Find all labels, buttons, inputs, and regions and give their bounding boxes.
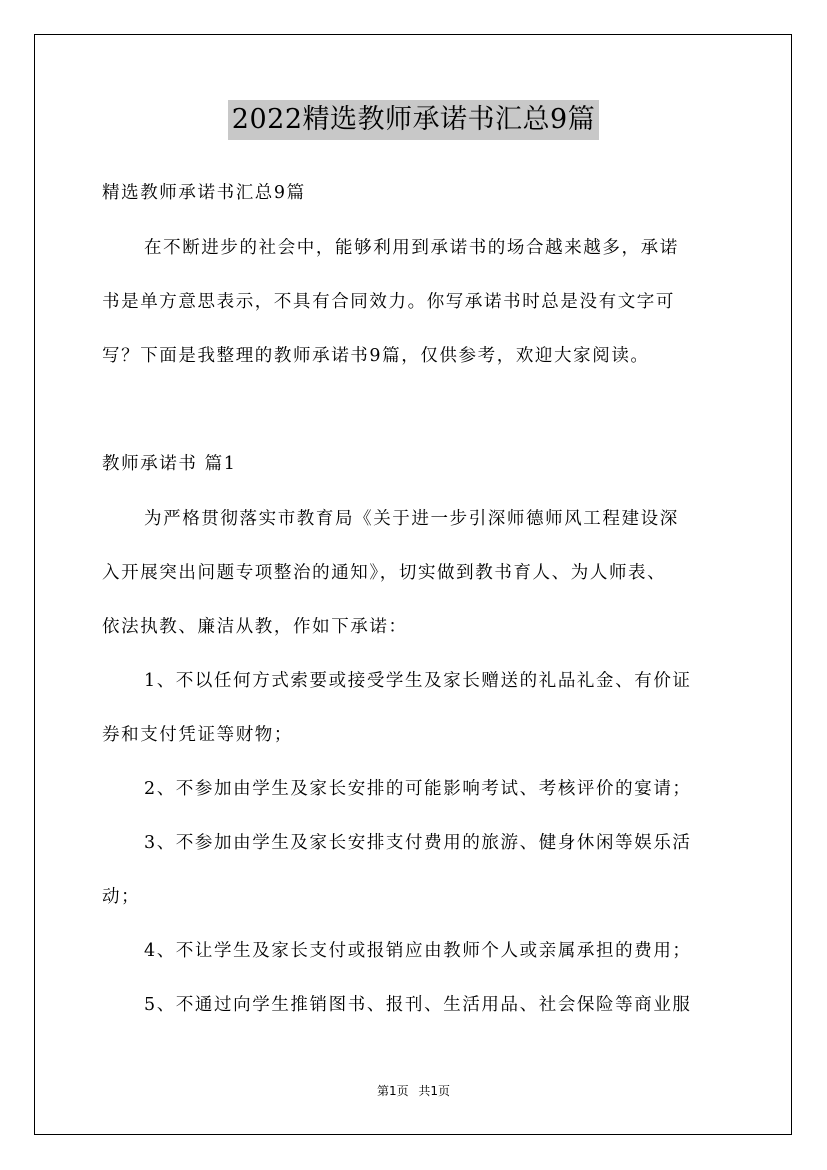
body-line: 入开展突出问题专项整治的通知》，切实做到教书育人、为人师表、 (102, 563, 667, 583)
intro-line: 写？下面是我整理的教师承诺书9篇，仅供参考，欢迎大家阅读。 (102, 346, 650, 366)
page-total: 共1页 (418, 1084, 451, 1098)
page-footer (0, 1081, 827, 1101)
intro-line: 书是单方意思表示，不具有合同效力。你写承诺书时总是没有文字可 (102, 292, 675, 312)
body-line: 2、不参加由学生及家长安排的可能影响考试、考核评价的宴请； (144, 779, 692, 799)
body-line: 5、不通过向学生推销图书、报刊、生活用品、社会保险等商业服 (144, 995, 692, 1015)
subtitle-block (102, 166, 734, 220)
body-line: 为严格贯彻落实市教育局《关于进一步引深师德师风工程建设深 (144, 509, 679, 529)
document-title: 2022精选教师承诺书汇总9篇 (228, 100, 599, 140)
body-line: 动； (102, 887, 141, 907)
section-heading: 教师承诺书 篇1 (102, 454, 237, 474)
section-heading-block (102, 437, 734, 491)
page-number: 第1页 (376, 1084, 409, 1098)
document-subtitle: 精选教师承诺书汇总9篇 (102, 183, 306, 203)
body-line: 4、不让学生及家长支付或报销应由教师个人或亲属承担的费用； (144, 941, 692, 961)
body-text (102, 492, 734, 1032)
intro-line: 在不断进步的社会中，能够利用到承诺书的场合越来越多，承诺 (144, 238, 679, 258)
body-line: 3、不参加由学生及家长安排支付费用的旅游、健身休闲等娱乐活 (144, 833, 692, 853)
intro-paragraph (102, 221, 734, 383)
title-container (0, 100, 827, 140)
body-line: 依法执教、廉洁从教，作如下承诺： (102, 617, 408, 637)
body-line: 1、不以任何方式索要或接受学生及家长赠送的礼品礼金、有价证 (144, 671, 692, 691)
body-line: 券和支付凭证等财物； (102, 725, 293, 745)
